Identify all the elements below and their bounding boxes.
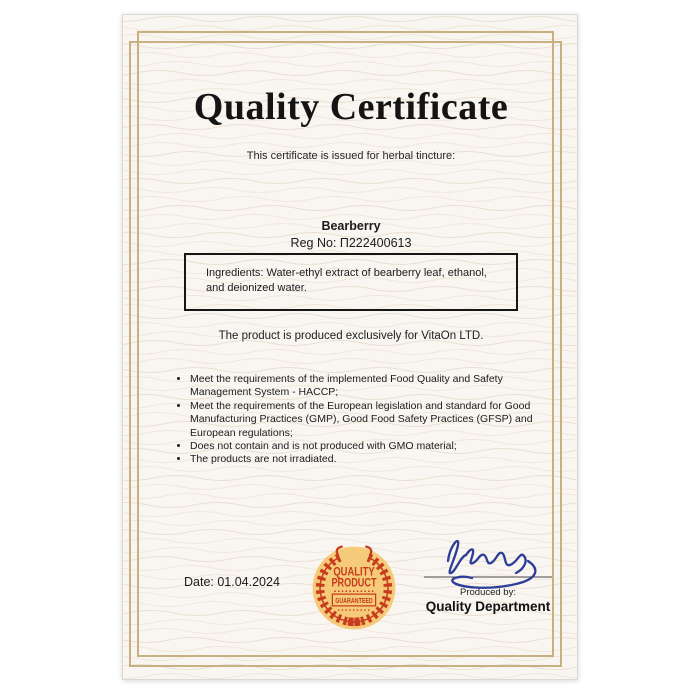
requirement-item: • The products are not irradiated.	[190, 453, 535, 466]
handwritten-signature	[448, 541, 535, 588]
seal-word-quality: QUALITY	[333, 564, 375, 579]
signature-icon	[418, 529, 558, 595]
certificate-subtitle: This certificate is issued for herbal tincture:	[246, 150, 456, 162]
exclusivity-statement: The product is produced exclusively for VitaOn LTD.	[218, 330, 484, 342]
product-name: Bearberry	[321, 219, 381, 233]
requirement-item: • Meet the requirements of the implemented Food Quality and Safety Management System - HACCP;	[190, 373, 535, 400]
requirements-list	[177, 373, 535, 467]
produced-by-label: Produced by:	[460, 587, 516, 598]
ingredients-box	[184, 253, 518, 311]
department-name: Quality Department	[425, 599, 551, 614]
ingredients-text: Ingredients: Water-ethyl extract of bearberry leaf, ethanol, and deionized water.	[206, 267, 487, 294]
seal-word-guaranteed: GUARANTEED	[335, 596, 373, 605]
registration-number: Reg No: П222400613	[290, 236, 412, 250]
requirement-item: • Meet the requirements of the European legislation and standard for Good Manufacturing Practices (GMP), Good Food Safety Practices (GFSP) and European regulations;	[190, 400, 535, 440]
quality-seal	[307, 541, 401, 635]
issue-date: Date: 01.04.2024	[184, 575, 280, 589]
seal-word-product: PRODUCT	[331, 575, 377, 590]
certificate-title: Quality Certificate	[193, 86, 509, 128]
certificate-page	[122, 14, 578, 680]
requirement-item: • Does not contain and is not produced with GMO material;	[190, 440, 535, 453]
